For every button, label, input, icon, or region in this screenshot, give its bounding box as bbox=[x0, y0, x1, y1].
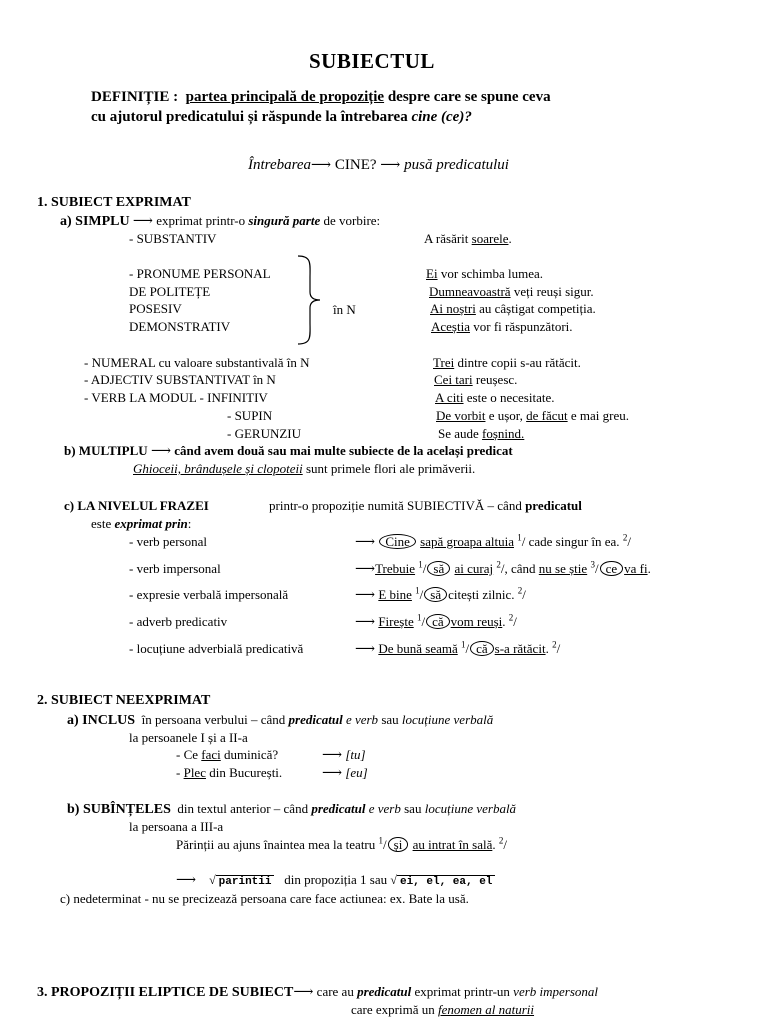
item-posesiv: POSESIV bbox=[129, 301, 182, 316]
circled-word: că bbox=[426, 614, 450, 629]
item-demonstrativ: DEMONSTRATIV bbox=[129, 319, 231, 334]
c-example-1: ⟶ Cine sapă groapa altuia $^1$/ cade singur în ea. $^2$/ bbox=[355, 532, 631, 550]
page-title: SUBIECTUL bbox=[309, 49, 435, 73]
arrow-icon: ⟶ bbox=[150, 444, 172, 459]
item-adjectiv: - ADJECTIV SUBSTANTIVAT în N bbox=[84, 372, 276, 387]
c-example-2: ⟶Trebuie $^1$/ să ai curaj $^2$/, când nu se știe $^3$/ ce va fi. bbox=[355, 559, 651, 577]
c-example-5: ⟶ De bună seamă $^1$/ că s-a rătăcit. $^2$/ bbox=[355, 639, 561, 657]
item-politete: DE POLITEȚE bbox=[129, 284, 211, 299]
arrow-icon: ⟶ bbox=[355, 642, 376, 657]
arrow-icon: ⟶ bbox=[311, 158, 332, 173]
result-eu: ⟶ [eu] bbox=[322, 765, 368, 781]
arrow-icon: ⟶ bbox=[355, 535, 376, 550]
curly-brace-icon bbox=[296, 254, 326, 346]
arrow-icon: ⟶ bbox=[355, 615, 376, 630]
c-example-3: ⟶ E bine $^1$/ să citești zilnic. $^2$/ bbox=[355, 585, 526, 603]
circled-word: să bbox=[424, 587, 447, 602]
definition-underlined: partea principală de propoziție bbox=[185, 89, 385, 105]
radical-icon: √ ei, el, ea, el bbox=[390, 873, 495, 887]
definition-label: DEFINIȚIE : bbox=[91, 89, 179, 105]
example-posesiv: Ai noștri au câștigat competiția. bbox=[430, 301, 596, 316]
section-3-heading: 3. PROPOZIȚII ELIPTICE DE SUBIECT⟶ care au predicatul exprimat printr-un verb impersonal bbox=[37, 984, 599, 1000]
c-item-locutiune: - locuțiune adverbială predicativă bbox=[129, 641, 304, 656]
section-1b: b) MULTIPLU ⟶ când avem două sau mai multe subiecte de la același predicat bbox=[64, 443, 513, 459]
arrow-icon: ⟶ bbox=[322, 748, 343, 763]
circled-word: să bbox=[427, 561, 450, 576]
section-1c: c) LA NIVELUL FRAZEI bbox=[64, 498, 209, 513]
section-2b-line2: la persoana a III-a bbox=[129, 819, 224, 834]
example-infinitiv: A citi este o necesitate. bbox=[435, 390, 555, 405]
circled-word: și bbox=[388, 837, 409, 852]
example-personal: Ei vor schimba lumea. bbox=[426, 266, 543, 281]
arrow-icon: ⟶ bbox=[132, 214, 153, 229]
definition-line-2: cu ajutorul predicatului și răspunde la întrebarea cine (ce)? bbox=[91, 109, 472, 125]
item-numeral: - NUMERAL cu valoare substantivală în N bbox=[84, 355, 310, 370]
arrow-icon: ⟶ bbox=[293, 985, 314, 1000]
section-1c-line2: este exprimat prin: bbox=[91, 516, 192, 531]
circled-word: că bbox=[470, 641, 494, 656]
question-line: Întrebarea⟶ CINE? ⟶ pusă predicatului bbox=[248, 157, 509, 173]
definition-line-1 bbox=[91, 89, 551, 106]
section-1c-text: printr-o propoziție numită SUBIECTIVĂ – când predicatul bbox=[269, 498, 582, 513]
radical-icon: √ parintii bbox=[209, 873, 274, 887]
section-3-line2: care exprimă un fenomen al naturii bbox=[351, 1002, 535, 1017]
c-item-verb-impersonal: - verb impersonal bbox=[129, 561, 221, 576]
example-politete: Dumneavoastră veți reuși sigur. bbox=[429, 284, 594, 299]
example-adjectiv: Cei tari reușesc. bbox=[434, 372, 518, 387]
item-gerunziu: - GERUNZIU bbox=[227, 426, 302, 441]
example-numeral: Trei dintre copii s-au rătăcit. bbox=[433, 355, 581, 370]
section-1a: a) SIMPLU ⟶ exprimat printr-o singură parte de vorbire: bbox=[60, 213, 381, 229]
result-tu: ⟶ [tu] bbox=[322, 747, 366, 763]
example-inclus-2: - Plec din București. bbox=[176, 765, 283, 780]
example-subinteles: Părinții au ajuns înaintea mea la teatru $^1$/ și au intrat în sală. $^2$/ bbox=[176, 835, 507, 852]
circled-word: Cine bbox=[379, 534, 416, 549]
section-2c: c) nedeterminat - nu se precizează persoana care face actiunea: ex. Bate la usă. bbox=[60, 891, 469, 906]
arrow-icon: ⟶ bbox=[355, 562, 376, 577]
arrow-icon: ⟶ bbox=[355, 588, 376, 603]
definition-question: cine (ce)? bbox=[411, 109, 472, 125]
arrow-icon: ⟶ bbox=[322, 766, 343, 781]
example-inclus-1: - Ce faci duminică? bbox=[176, 747, 279, 762]
section-2-heading: 2. SUBIECT NEEXPRIMAT bbox=[37, 693, 211, 708]
item-pronume-personal: - PRONUME PERSONAL bbox=[129, 266, 271, 281]
definition-rest: despre care se spune ceva bbox=[387, 89, 551, 105]
section-2b: b) SUBÎNȚELES din textul anterior – când predicatul e verb sau locuțiune verbală bbox=[67, 801, 517, 817]
c-item-adverb: - adverb predicativ bbox=[129, 614, 228, 629]
example-gerunziu: Se aude foșnind. bbox=[438, 426, 525, 441]
c-item-expresie: - expresie verbală impersonală bbox=[129, 587, 289, 602]
c-item-verb-personal: - verb personal bbox=[129, 534, 207, 549]
section-1-heading: 1. SUBIECT EXPRIMAT bbox=[37, 195, 191, 210]
in-n-label: în N bbox=[333, 302, 356, 317]
example-demonstrativ: Aceștia vor fi răspunzători. bbox=[431, 319, 573, 334]
c-example-4: ⟶ Firește $^1$/ că vom reuși. $^2$/ bbox=[355, 612, 517, 630]
item-supin: - SUPIN bbox=[227, 408, 273, 423]
radical-line: ⟶ √ parintii din propoziția 1 sau √ ei, el, ea, el bbox=[176, 872, 495, 889]
circled-word: ce bbox=[600, 561, 624, 576]
arrow-icon: ⟶ bbox=[176, 873, 197, 888]
section-2a: a) INCLUS în persoana verbului – când predicatul e verb sau locuțiune verbală bbox=[67, 712, 494, 728]
example-multiplu: Ghioceii, brândușele și clopoteii sunt primele flori ale primăverii. bbox=[133, 461, 476, 476]
example-supin: De vorbit e ușor, de făcut e mai greu. bbox=[436, 408, 629, 423]
item-substantiv: - SUBSTANTIV bbox=[129, 231, 217, 246]
item-verb: - VERB LA MODUL - INFINITIV bbox=[84, 390, 268, 405]
arrow-icon: ⟶ bbox=[380, 158, 401, 173]
example-substantiv: A răsărit soarele. bbox=[424, 231, 512, 246]
section-2a-line2: la persoanele I și a II-a bbox=[129, 730, 248, 745]
